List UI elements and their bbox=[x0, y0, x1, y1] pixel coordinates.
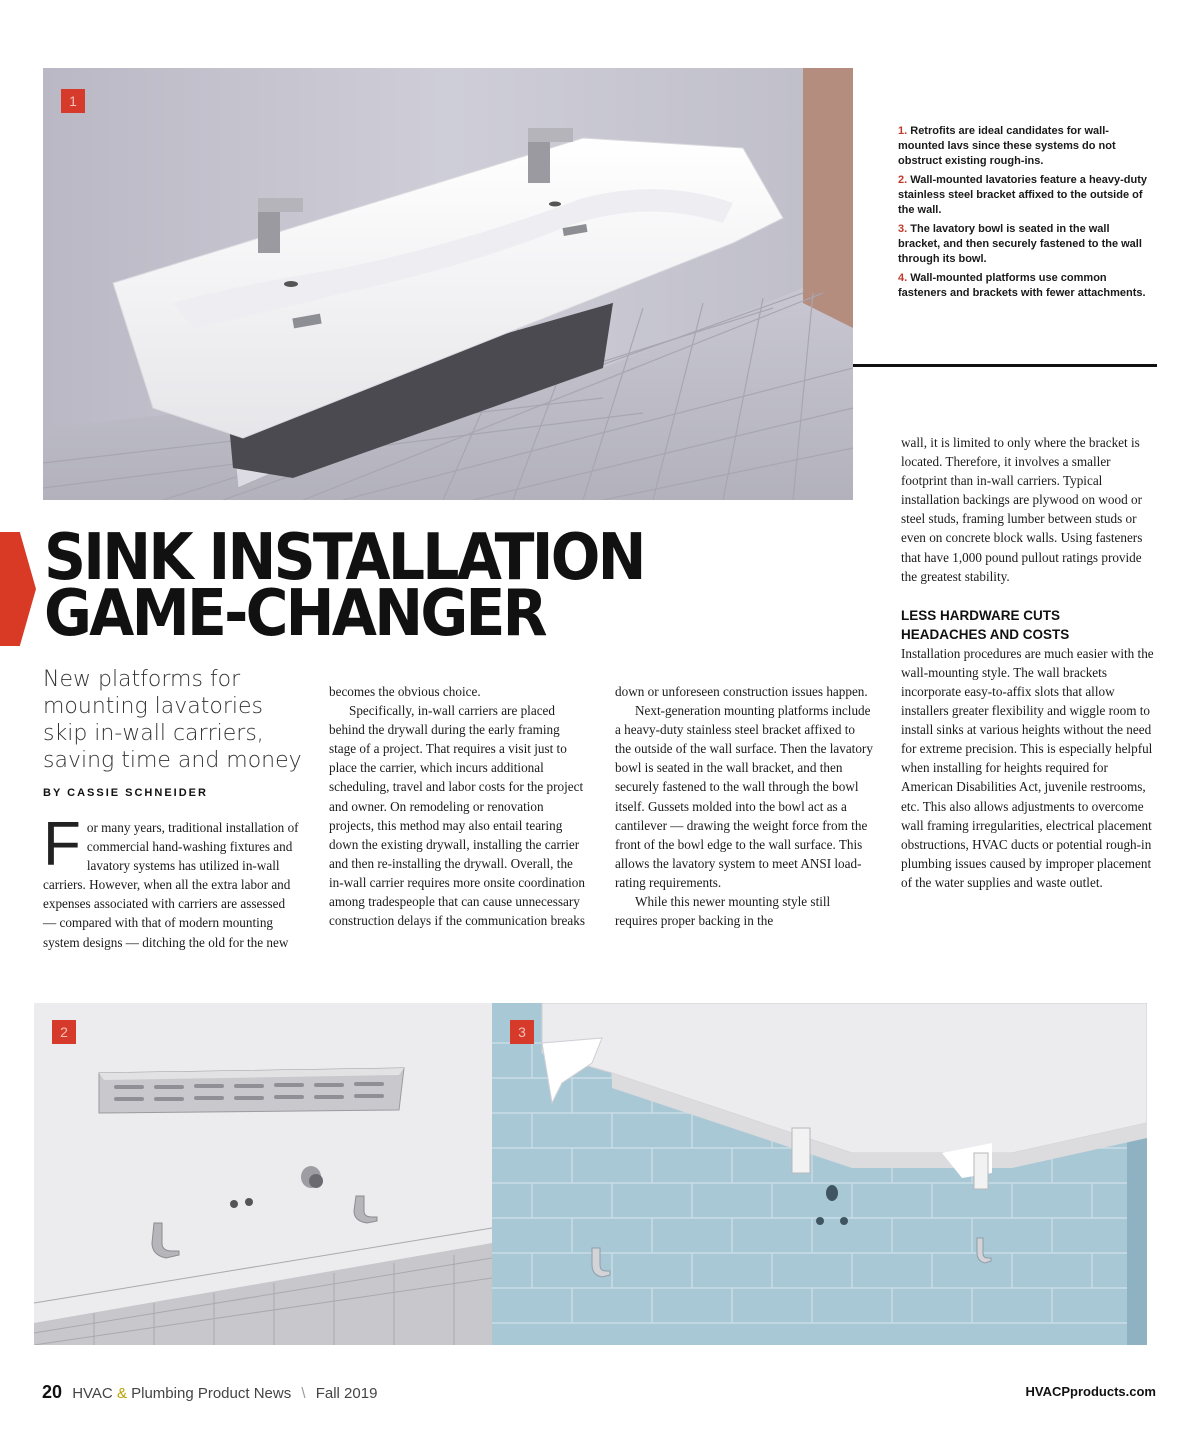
figure-2-number: 2 bbox=[52, 1020, 76, 1044]
article-column-3 bbox=[615, 682, 873, 930]
publication-name-part-2: Plumbing Product News bbox=[131, 1385, 292, 1402]
column-4-paragraph-2: Installation procedures are much easier with the wall-mounting style. The wall brackets incorporate easy-to-affix slots that allow installers greater flexibility and wiggle room to install sinks at various heights without the need for extreme precision. This is especially helpful when installing for heights required for American Disabilities Act, juvenile restrooms, etc. This also allows adjustments to overcome wall framing irregularities, electrical placement obstructions, HVAC ducts or potential rough-in plumbing issues caused by improper placement of the water supplies and waste outlet. bbox=[901, 645, 1154, 890]
byline: BY CASSIE SCHNEIDER bbox=[43, 787, 208, 799]
article-column-2 bbox=[329, 682, 585, 930]
website-link[interactable]: HVACPproducts.com bbox=[1025, 1384, 1156, 1399]
column-4-paragraph-1: wall, it is limited to only where the bracket is located. Therefore, it involves a smaller footprint than in-wall carriers. Typical installation backings are plywood on wood or steel studs, framing lumber between studs or even on concrete block walls. Using fasteners that have 1,000 pound pullout ratings provide the greatest stability. bbox=[901, 435, 1143, 584]
figure-1-photo bbox=[43, 68, 853, 500]
subhead-line-1: LESS HARDWARE CUTS bbox=[901, 607, 1061, 623]
column-3-paragraph-2: Next-generation mounting platforms include a heavy-duty stainless steel bracket affixed to the outside of the wall surface. Then the lavatory bowl is seated in the wall bracket, and then securely fastened to the wall through the bowl itself. Gussets molded into the bowl act as a cantilever — drawing the weight force from the front of the bowl edge to the wall surface. This allows the lavatory system to meet ANSI load-rating requirements. bbox=[615, 703, 873, 890]
caption-2-number: 2. bbox=[898, 174, 908, 186]
article-column-1 bbox=[43, 810, 301, 952]
column-3-paragraph-1: down or unforeseen construction issues happen. bbox=[615, 684, 868, 699]
caption-1-number: 1. bbox=[898, 125, 908, 137]
article-deck: New platforms for mounting lavatories skip in-wall carriers, saving time and money bbox=[43, 667, 302, 773]
publication-ampersand: & bbox=[116, 1385, 127, 1402]
figure-1-number: 1 bbox=[61, 89, 85, 113]
article-column-4 bbox=[901, 433, 1155, 892]
caption-4 bbox=[898, 271, 1148, 301]
photo-captions bbox=[898, 124, 1148, 305]
page-number: 20 bbox=[42, 1382, 63, 1402]
figure-2-photo bbox=[34, 1003, 492, 1345]
caption-4-number: 4. bbox=[898, 272, 908, 284]
issue-date: Fall 2019 bbox=[315, 1385, 378, 1402]
column-2-paragraph-1: becomes the obvious choice. bbox=[329, 684, 481, 699]
caption-3 bbox=[898, 222, 1148, 267]
sink-illustration bbox=[43, 68, 853, 500]
article-title-line-2: GAME-CHANGER bbox=[44, 577, 545, 651]
caption-1-text: Retrofits are ideal candidates for wall-mounted lavs since these systems do not obstruct existing rough-ins. bbox=[898, 125, 1116, 167]
drop-cap: F bbox=[43, 810, 81, 879]
column-1-paragraph: or many years, traditional installation of commercial hand-washing fixtures and lavatory systems has utilized in-wall carriers. However, when all the extra labor and expenses associated with carriers are assessed — compared with that of modern mounting system designs — ditching the old for the new bbox=[43, 820, 299, 950]
bracket-illustration bbox=[34, 1003, 492, 1345]
page-footer-publication bbox=[42, 1382, 377, 1404]
caption-4-text: Wall-mounted platforms use common fasteners and brackets with fewer attachments. bbox=[898, 272, 1146, 299]
caption-2-text: Wall-mounted lavatories feature a heavy-duty stainless steel bracket affixed to the outside of the wall. bbox=[898, 174, 1148, 216]
publication-name-part-1: HVAC bbox=[72, 1385, 113, 1402]
caption-divider bbox=[853, 364, 1157, 367]
installed-lavatory-illustration bbox=[492, 1003, 1147, 1345]
caption-1 bbox=[898, 124, 1148, 169]
column-2-paragraph-2: Specifically, in-wall carriers are placed behind the drywall during the early framing stage of a project. That requires a visit just to place the carrier, which incurs additional scheduling, travel and labor costs for the project and owner. On remodeling or renovation projects, this method may also entail tearing down the existing drywall, installing the carrier and then re-installing the drywall. Overall, the in-wall carrier requires more onsite coordination among tradespeople that can cause unnecessary construction delays if the communication breaks bbox=[329, 703, 585, 929]
figure-3-photo bbox=[492, 1003, 1147, 1345]
caption-3-number: 3. bbox=[898, 223, 908, 235]
column-3-paragraph-3: While this newer mounting style still requires proper backing in the bbox=[615, 894, 831, 929]
article-title bbox=[44, 521, 792, 651]
caption-3-text: The lavatory bowl is seated in the wall bracket, and then securely fastened to the wall through its bowl. bbox=[898, 223, 1142, 265]
subhead-line-2: HEADACHES AND COSTS bbox=[901, 626, 1070, 642]
figure-3-number: 3 bbox=[510, 1020, 534, 1044]
caption-2 bbox=[898, 173, 1148, 218]
footer-separator: \ bbox=[301, 1385, 306, 1402]
section-subhead bbox=[901, 606, 1155, 644]
article-title-line-1: SINK INSTALLATION bbox=[44, 521, 644, 595]
section-marker bbox=[0, 532, 36, 646]
